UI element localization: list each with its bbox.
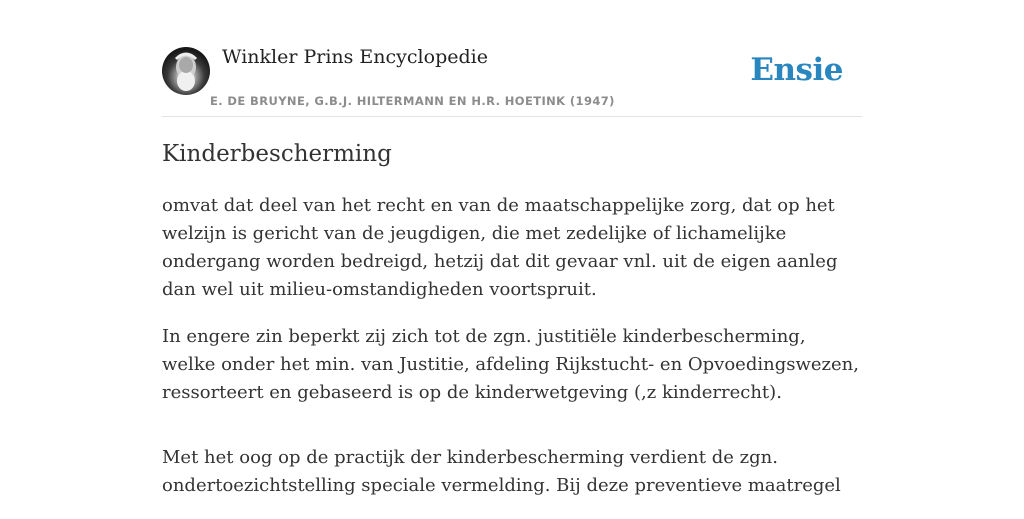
article-paragraph: In engere zin beperkt zij zich tot de zgn. justitiële kinderbescherming, welke onder het min. van Justitie, afdeling Rijkstucht- en Opvoedingswezen, ressorteert en gebaseerd is op de kinderwetgeving (,z kinderrecht). — [162, 326, 859, 403]
author-portrait-avatar[interactable] — [162, 47, 210, 95]
article-paragraph: omvat dat deel van het recht en van de maatschappelijke zorg, dat op het welzijn is gericht van de jeugdigen, die met zedelijke of lichamelijke ondergang worden bedreigd, hetzij dat dit gevaar vnl. uit de eigen aanleg dan wel uit milieu-omstandigheden voortspruit. — [162, 195, 838, 300]
portrait-image — [162, 47, 210, 95]
site-title[interactable]: Winkler Prins Encyclopedie — [222, 46, 488, 68]
article-title: Kinderbescherming — [162, 141, 392, 167]
authors-line: E. DE BRUYNE, G.B.J. HILTERMANN EN H.R. HOETINK (1947) — [210, 94, 615, 108]
article-paragraph: Met het oog op de practijk der kinderbescherming verdient de zgn. ondertoezichtstelling speciale vermelding. Bij deze preventieve maatregel — [162, 447, 841, 496]
site-header — [162, 0, 862, 117]
ensie-logo-link[interactable]: Ensie — [750, 52, 843, 88]
page — [162, 0, 862, 512]
article-body — [162, 192, 862, 519]
